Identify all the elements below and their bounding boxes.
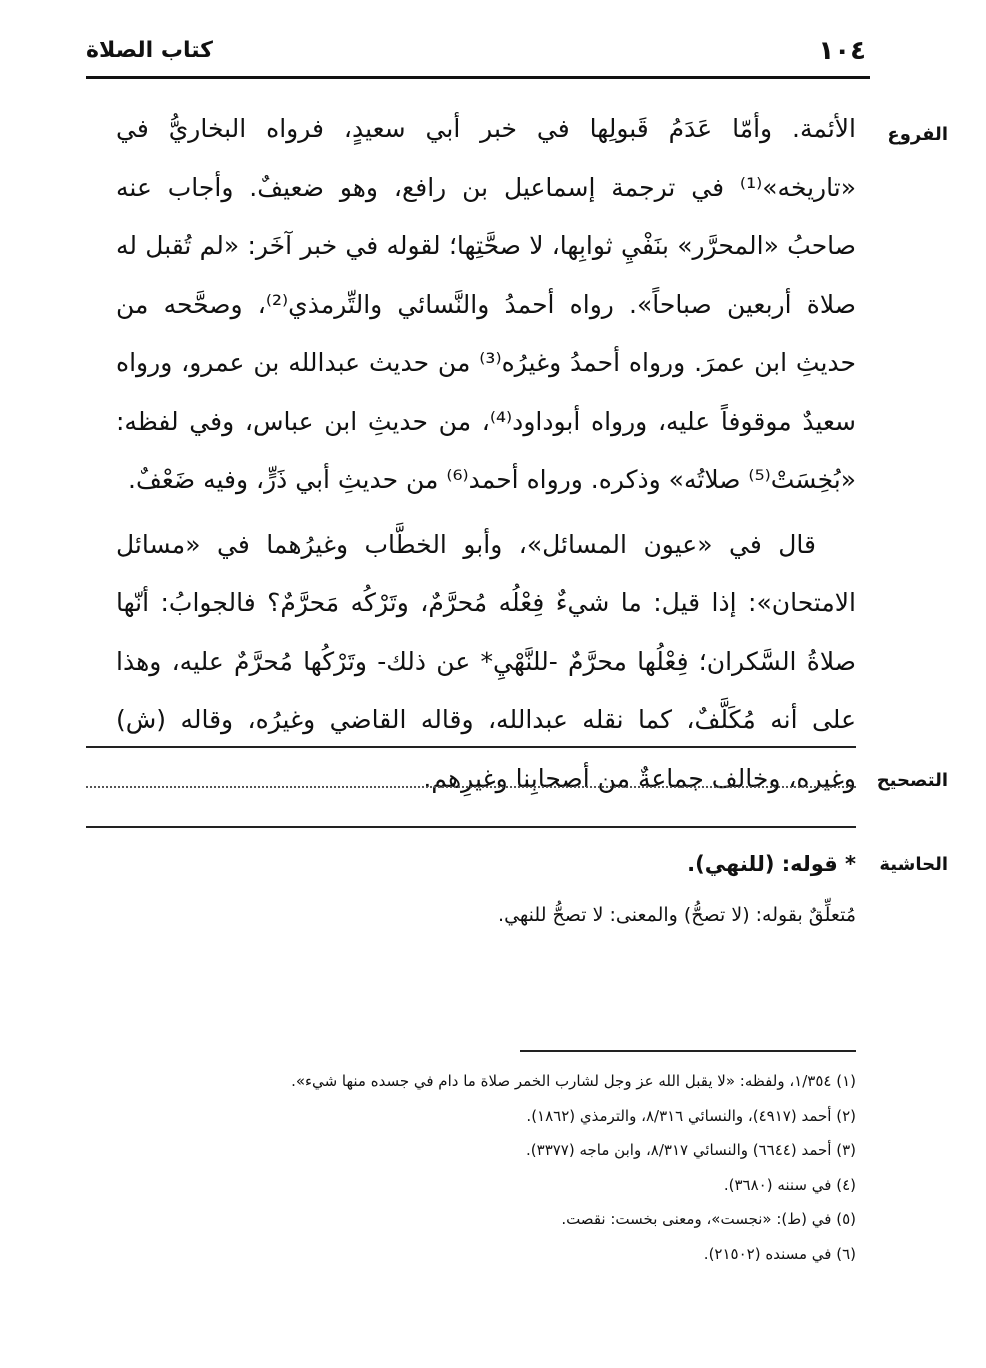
footnote-rule (520, 1050, 856, 1052)
main-text (116, 100, 856, 808)
footnote-3: (٣) أحمد (٦٦٤٤) والنسائي ٨/٣١٧، وابن ماجه (٣٣٧٧). (526, 1141, 856, 1159)
footnote-6: (٦) في مسنده (٢١٥٠٢). (703, 1244, 856, 1263)
main-paragraph-1: الأئمة. وأمّا عَدَمُ قَبولِها في خبر أبي سعيدٍ، فرواه البخاريُّ في «تاريخه»⁽¹⁾ في ترجمة إسماعيل بن رافع، وهو ضعيفٌ. وأجاب عنه صاحبُ «المحرَّر» بنَفْيِ ثوابِها، لا صحَّتِها؛ لقوله في خبر آخَر: «لم تُقبل له صلاة أربعين صباحاً». رواه أحمدُ والنَّسائي والتِّرمذي⁽²⁾، وصحَّحه من حديثِ ابن عمرَ. ورواه أحمدُ وغيرُه⁽³⁾ من حديث عبدالله بن عمرو، ورواه سعيدٌ موقوفاً عليه، ورواه أبوداود⁽⁴⁾، من حديثِ ابن عباس، وفي لفظه: «بُخِسَتْ⁽⁵⁾ صلاتُه» وذكره. ورواه أحمد⁽⁶⁾ من حديثِ أبي ذَرٍّ، وفيه ضَعْفٌ. (116, 114, 857, 494)
margin-label-hashia: الحاشية (879, 854, 948, 875)
tashih-bottom-rule (86, 826, 856, 828)
tashih-dotted-line (86, 786, 856, 788)
header-rule (86, 76, 870, 79)
main-paragraph-2: قال في «عيون المسائل»، وأبو الخطَّاب وغيرُهما في «مسائل الامتحان»: إذا قيل: ما شيءٌ فِعْلُه مُحرَّمٌ، وتَرْكُه مَحرَّمٌ؟ فالجوابُ: أنّها صلاةُ السَّكران؛ فِعْلُها محرَّمٌ -للنَّهْيِ* عن ذلك- وتَرْكُها مُحرَّمٌ عليه، وهذا على أنه مُكَلَّفٌ، كما نقله عبدالله، وقاله القاضي وغيرُه، وقاله (ش) وغيره، وخالف جماعةٌ من أصحابِنا وغيرِهم. (116, 529, 856, 793)
footnote-5: (٥) في (ط): «نجست»، ومعنى بخست: نقصت. (561, 1210, 856, 1228)
page-number: ١٠٤ (818, 36, 866, 66)
margin-label-furoo: الفروع (887, 124, 948, 145)
hashia-heading: * قوله: (للنهي). (687, 852, 856, 876)
footnotes-list (96, 1064, 856, 1271)
page-header (86, 36, 866, 70)
footnote-1: (١) ١/٣٥٤، ولفظه: «لا يقبل الله عز وجل لشارب الخمر صلاة ما دام في جسده منها شيء». (291, 1072, 856, 1090)
margin-label-tashih: التصحيح (876, 770, 948, 791)
running-title: كتاب الصلاة (86, 38, 213, 63)
tashih-top-rule (86, 746, 856, 748)
footnote-2: (٢) أحمد (٤٩١٧)، والنسائي ٨/٣١٦، والترمذي (١٨٦٢). (526, 1106, 856, 1125)
footnote-4: (٤) في سننه (٣٦٨٠). (723, 1175, 856, 1194)
hashia-text: مُتعلِّقٌ بقوله: (لا تصحُّ) والمعنى: لا تصحُّ للنهي. (498, 904, 856, 926)
